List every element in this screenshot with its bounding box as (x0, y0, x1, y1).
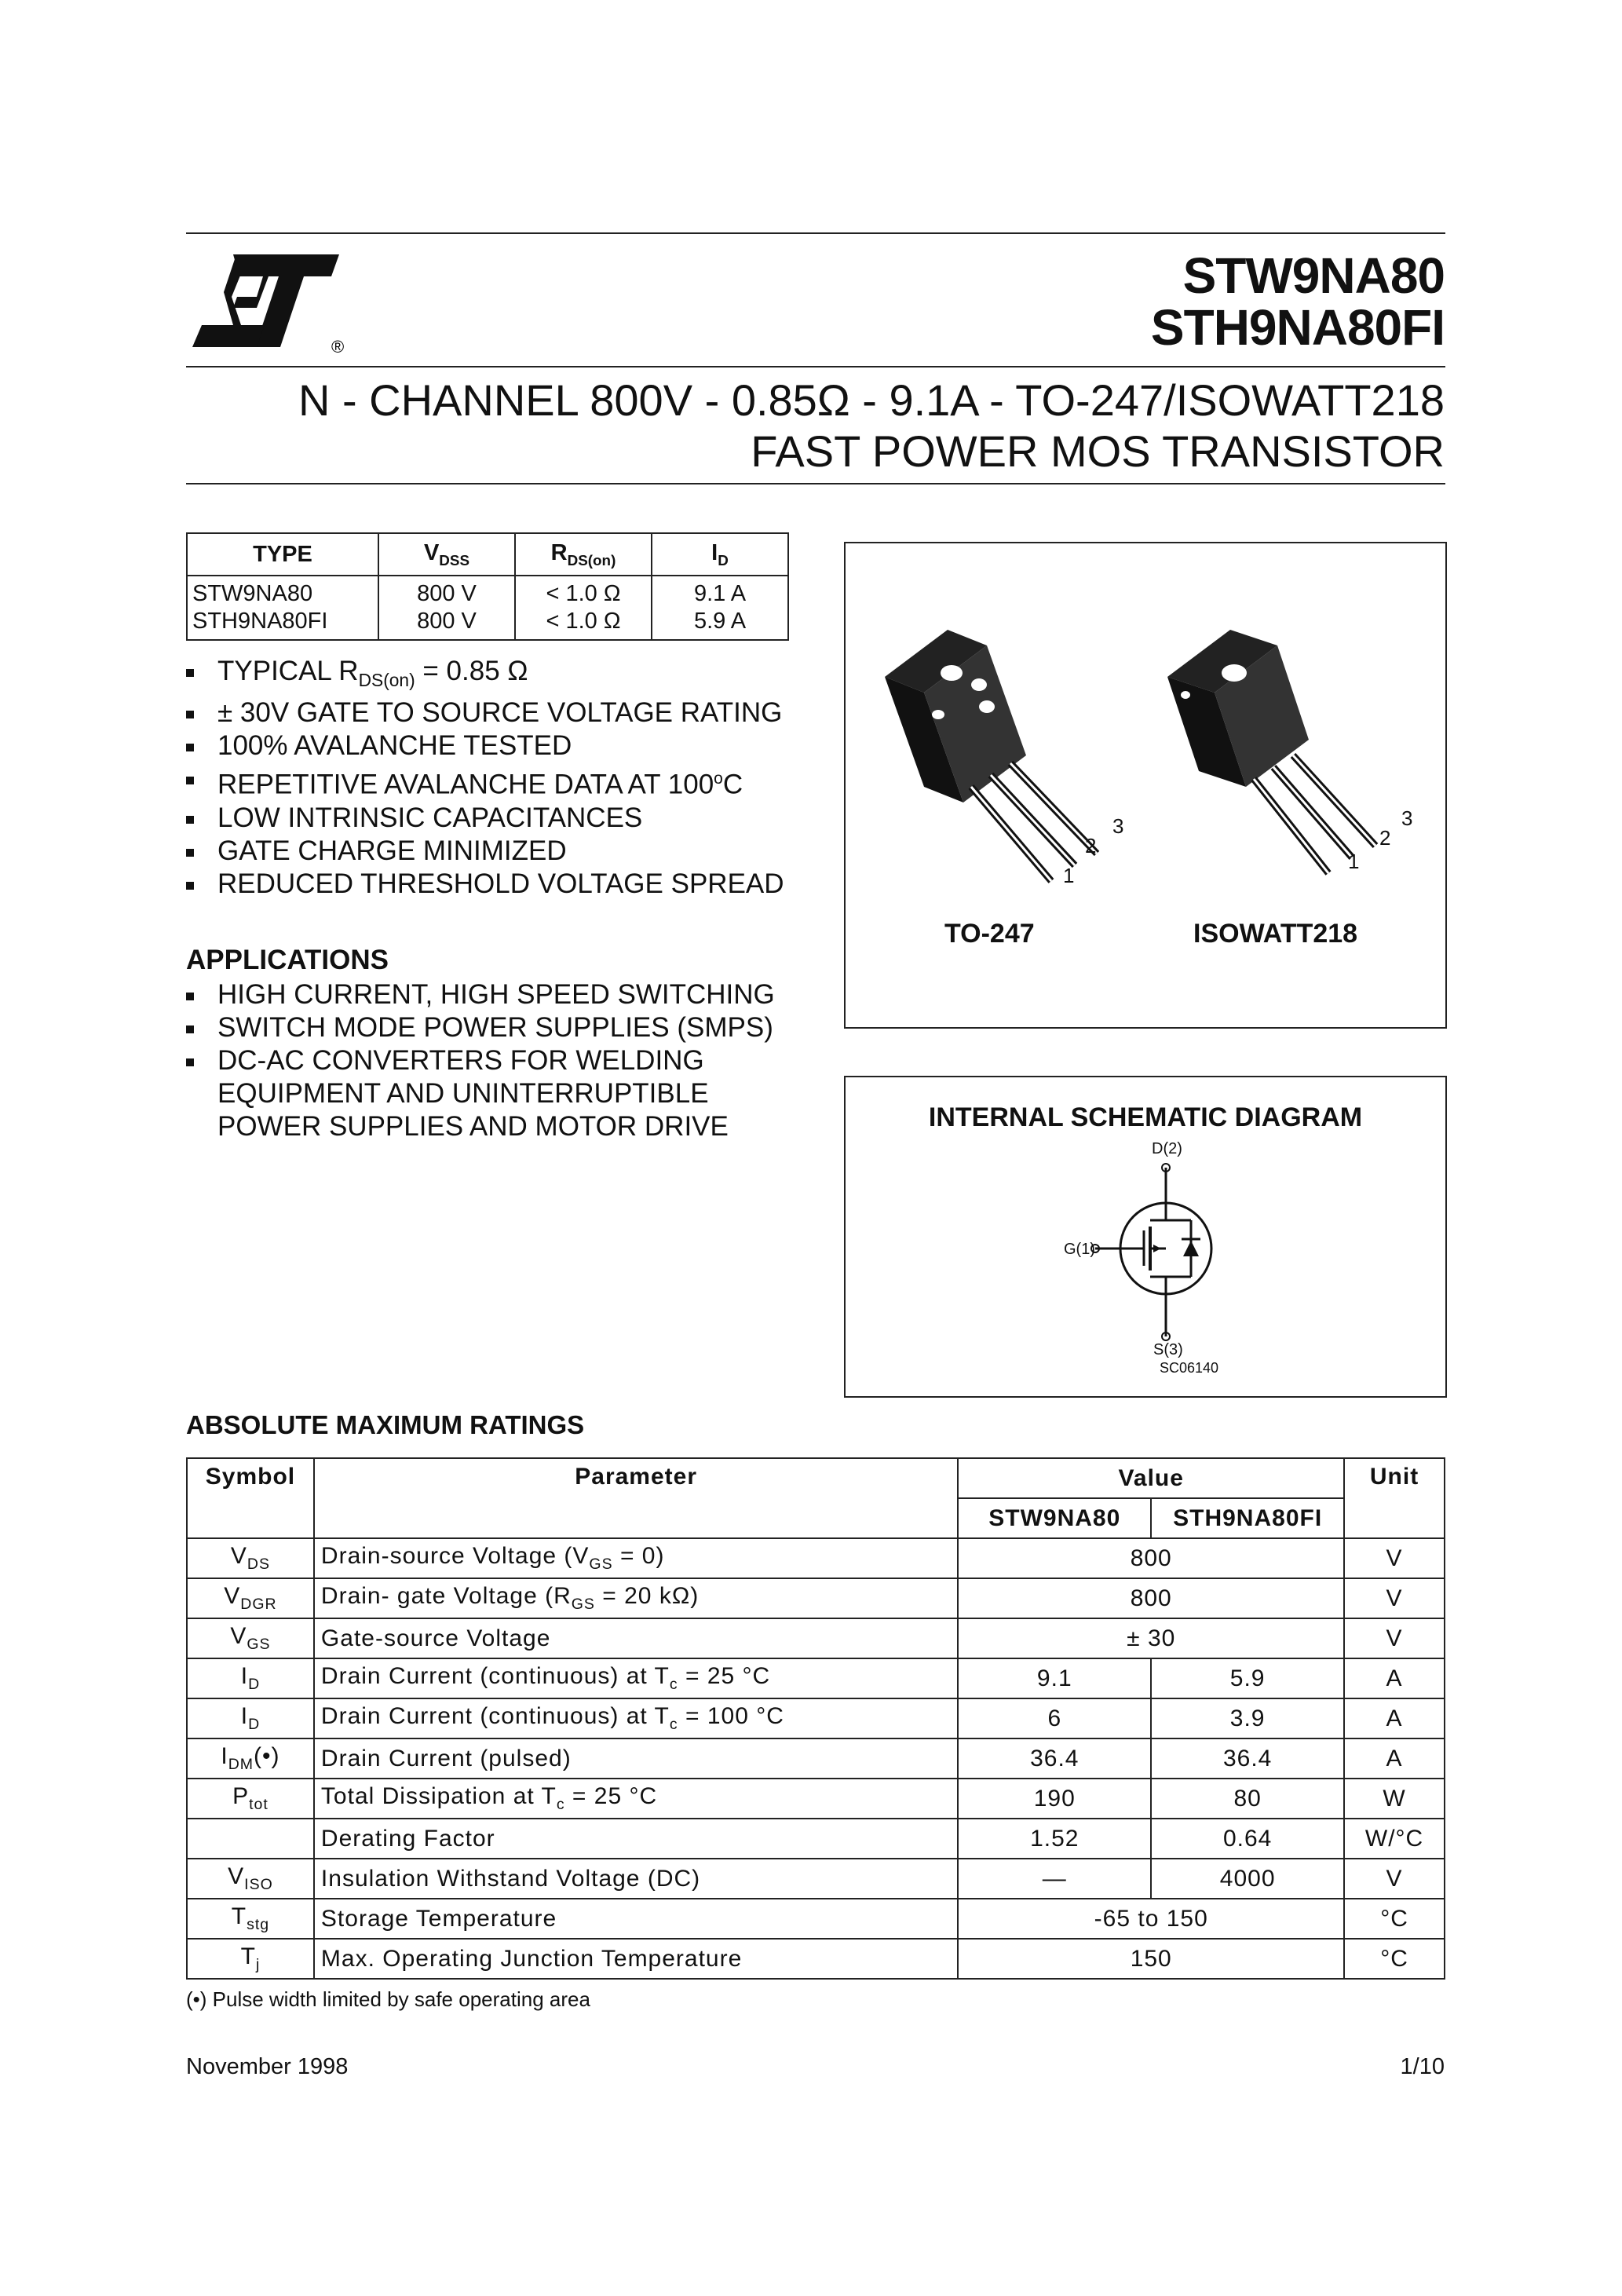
type-table (186, 532, 789, 641)
list-item: HIGH CURRENT, HIGH SPEED SWITCHING (186, 978, 775, 1011)
mosfet-symbol (846, 1077, 1445, 1396)
table-row: $V_{DS}$ Drain-source Voltage $(V_{GS} = 0)$ 800 V (187, 1538, 1445, 1578)
package-label-isowatt: ISOWATT218 (1193, 919, 1358, 949)
table-row: $I_D$ Drain Current (continuous) at $T_c = 25$ °C 9.1 5.9 A (187, 1658, 1445, 1698)
table-row: $P_{tot}$ Total Dissipation at $T_c = 25$ °C 190 80 W (187, 1779, 1445, 1819)
subtitle-line-2: FAST POWER MOS TRANSISTOR (751, 426, 1445, 476)
table-row: $V_{GS}$ Gate-source Voltage ± 30 V (187, 1618, 1445, 1658)
schematic-title: INTERNAL SCHEMATIC DIAGRAM (928, 1102, 1363, 1132)
rdson-header: $R_{DS(on)}$ (515, 533, 652, 576)
top-rule (186, 232, 1445, 234)
col-stw-header: STW9NA80 (958, 1498, 1151, 1538)
pin-label: 3 (1401, 806, 1413, 830)
header-rule (186, 366, 1445, 367)
part-number-1: STW9NA80 (1182, 247, 1445, 304)
package-label-to247: TO-247 (944, 919, 1035, 949)
svg-text:®: ® (331, 337, 345, 356)
applications-list (186, 978, 775, 1143)
list-item: REDUCED THRESHOLD VOLTAGE SPREAD (186, 868, 784, 901)
source-label: S(3) (1153, 1341, 1183, 1358)
table-row: $T_j$ Max. Operating Junction Temperature 150 °C (187, 1939, 1445, 1979)
footer-date: November 1998 (186, 2054, 349, 2079)
package-box (844, 542, 1447, 1029)
schematic-code: SC06140 (1160, 1360, 1219, 1376)
list-item: TYPICAL $R_{DS(on)} = 0.85$ Ω (186, 655, 784, 696)
unit-header: Unit (1344, 1458, 1445, 1538)
subtitle-line-1: N - CHANNEL 800V - 0.85Ω - 9.1A - TO-247/ISOWATT218 (298, 375, 1445, 425)
list-item: LOW INTRINSIC CAPACITANCES (186, 802, 784, 835)
ratings-table (186, 1457, 1445, 1980)
ratings-title: ABSOLUTE MAXIMUM RATINGS (186, 1410, 585, 1439)
vdss-header: $V_{DSS}$ (378, 533, 515, 576)
list-item: DC-AC CONVERTERS FOR WELDING (186, 1044, 775, 1077)
table-row: $T_{stg}$ Storage Temperature -65 to 150 °C (187, 1899, 1445, 1939)
st-logo (186, 247, 351, 356)
table-row: Derating Factor 1.52 0.64 W/°C (187, 1819, 1445, 1859)
list-item: GATE CHARGE MINIMIZED (186, 835, 784, 868)
table-row: $V_{DGR}$ Drain- gate Voltage ($R_{GS} = 20$ kΩ) 800 V (187, 1578, 1445, 1618)
id-header: $I_D$ (652, 533, 788, 576)
part-number-2: STH9NA80FI (1150, 299, 1445, 356)
type-header: TYPE (187, 533, 378, 576)
gate-label: G(1) (1064, 1241, 1095, 1258)
package-illustration (846, 543, 1445, 1027)
parameter-header: Parameter (314, 1458, 958, 1538)
features-list (186, 655, 784, 901)
list-item: REPETITIVE AVALANCHE DATA AT 100$^o$C (186, 762, 784, 802)
pin-label: 3 (1112, 814, 1124, 838)
col-sth-header: STH9NA80FI (1151, 1498, 1344, 1538)
list-item: 100% AVALANCHE TESTED (186, 729, 784, 762)
list-item: SWITCH MODE POWER SUPPLIES (SMPS) (186, 1011, 775, 1044)
applications-title: APPLICATIONS (186, 945, 389, 975)
pin-label: 2 (1085, 834, 1097, 857)
schematic-box (844, 1076, 1447, 1398)
subtitle-rule (186, 483, 1445, 484)
pin-label: 1 (1063, 864, 1075, 887)
table-row: STW9NA80 STH9NA80FI 800 V 800 V < 1.0 Ω < 1.0 Ω 9.1 A 5.9 A (187, 576, 788, 640)
table-row: $I_{DM}(•)$ Drain Current (pulsed) 36.4 36.4 A (187, 1738, 1445, 1779)
value-header: Value (958, 1458, 1344, 1498)
list-item: POWER SUPPLIES AND MOTOR DRIVE (217, 1111, 729, 1142)
list-item: EQUIPMENT AND UNINTERRUPTIBLE (217, 1078, 709, 1109)
pin-label: 2 (1379, 826, 1391, 850)
table-row: $V_{ISO}$ Insulation Withstand Voltage (DC) — 4000 V (187, 1859, 1445, 1899)
table-row: $I_D$ Drain Current (continuous) at $T_c = 100$ °C 6 3.9 A (187, 1698, 1445, 1738)
page-number: 1/10 (1400, 2054, 1445, 2079)
symbol-header: Symbol (187, 1458, 314, 1538)
drain-label: D(2) (1152, 1140, 1182, 1157)
list-item: ± 30V GATE TO SOURCE VOLTAGE RATING (186, 696, 784, 729)
pin-label: 1 (1348, 850, 1360, 873)
footnote: (•) Pulse width limited by safe operating area (186, 1987, 590, 2011)
